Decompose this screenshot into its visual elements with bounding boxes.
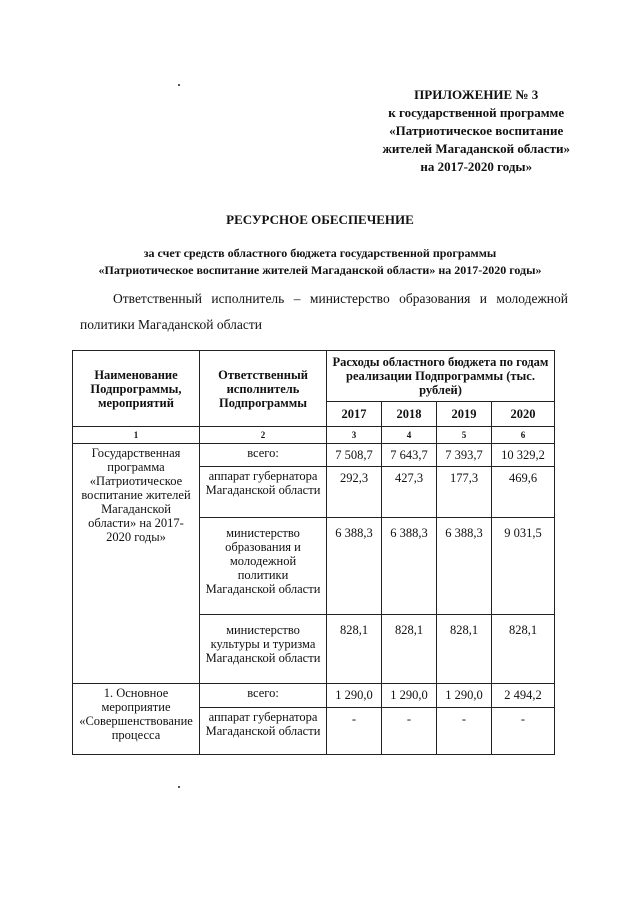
column-number: 4 [382,427,437,444]
table-row [73,684,555,708]
value-cell: 7 643,7 [382,444,437,467]
value-cell: - [437,708,492,755]
value-cell: 828,1 [327,615,382,684]
appendix-title: ПРИЛОЖЕНИЕ № 3 [414,87,539,102]
value-cell: 1 290,0 [382,684,437,708]
scan-speck [178,786,180,788]
activity-name-cell: 1. Основное мероприятие «Совершенствование процесса [73,684,200,755]
year-header: 2018 [382,402,437,427]
appendix-line: на 2017-2020 годы» [420,159,533,174]
document-subtitle: «Патриотическое воспитание жителей Магаданской области» на 2017-2020 годы» [98,263,542,277]
value-cell: 1 290,0 [437,684,492,708]
table-header-row [73,351,555,402]
executor-cell: аппарат губернатора Магаданской области [200,708,327,755]
resource-table [72,350,555,755]
column-number: 3 [327,427,382,444]
column-number: 6 [492,427,555,444]
col-header-expenses: Расходы областного бюджета по годам реализации Подпрограммы (тыс. рублей) [327,351,555,402]
value-cell: 2 494,2 [492,684,555,708]
table-column-numbers-row [73,427,555,444]
value-cell: - [382,708,437,755]
value-cell: 828,1 [382,615,437,684]
value-cell: 6 388,3 [437,518,492,615]
appendix-line: жителей Магаданской области» [382,141,570,156]
table-row [73,444,555,467]
value-cell: 6 388,3 [327,518,382,615]
appendix-block [382,86,570,176]
responsible-executor-text: политики Магаданской области [80,317,262,332]
executor-cell: министерство культуры и туризма Магаданской области [200,615,327,684]
responsible-executor-text: Ответственный исполнитель – министерство образования и молодежной [113,291,568,306]
value-cell: 427,3 [382,467,437,518]
value-cell: 9 031,5 [492,518,555,615]
column-number: 1 [73,427,200,444]
value-cell: 292,3 [327,467,382,518]
document-title: РЕСУРСНОЕ ОБЕСПЕЧЕНИЕ [226,212,414,227]
column-number: 2 [200,427,327,444]
executor-cell: всего: [200,444,327,467]
value-cell: 10 329,2 [492,444,555,467]
scan-speck [178,84,180,86]
executor-cell: министерство образования и молодежной политики Магаданской области [200,518,327,615]
value-cell: 1 290,0 [327,684,382,708]
year-header: 2017 [327,402,382,427]
col-header-name: Наименование Подпрограммы, мероприятий [73,351,200,427]
column-number: 5 [437,427,492,444]
appendix-line: «Патриотическое воспитание [389,123,564,138]
value-cell: 828,1 [492,615,555,684]
value-cell: 177,3 [437,467,492,518]
program-name-cell: Государственная программа «Патриотическое воспитание жителей Магаданской области» на 2017-2020 годы» [73,444,200,684]
col-header-executor: Ответственный исполнитель Подпрограммы [200,351,327,427]
year-header: 2019 [437,402,492,427]
document-subtitle: за счет средств областного бюджета государственной программы [143,246,497,260]
value-cell: 6 388,3 [382,518,437,615]
value-cell: 828,1 [437,615,492,684]
year-header: 2020 [492,402,555,427]
value-cell: - [492,708,555,755]
executor-cell: аппарат губернатора Магаданской области [200,467,327,518]
executor-cell: всего: [200,684,327,708]
value-cell: - [327,708,382,755]
appendix-line: к государственной программе [388,105,565,120]
value-cell: 7 393,7 [437,444,492,467]
value-cell: 469,6 [492,467,555,518]
value-cell: 7 508,7 [327,444,382,467]
